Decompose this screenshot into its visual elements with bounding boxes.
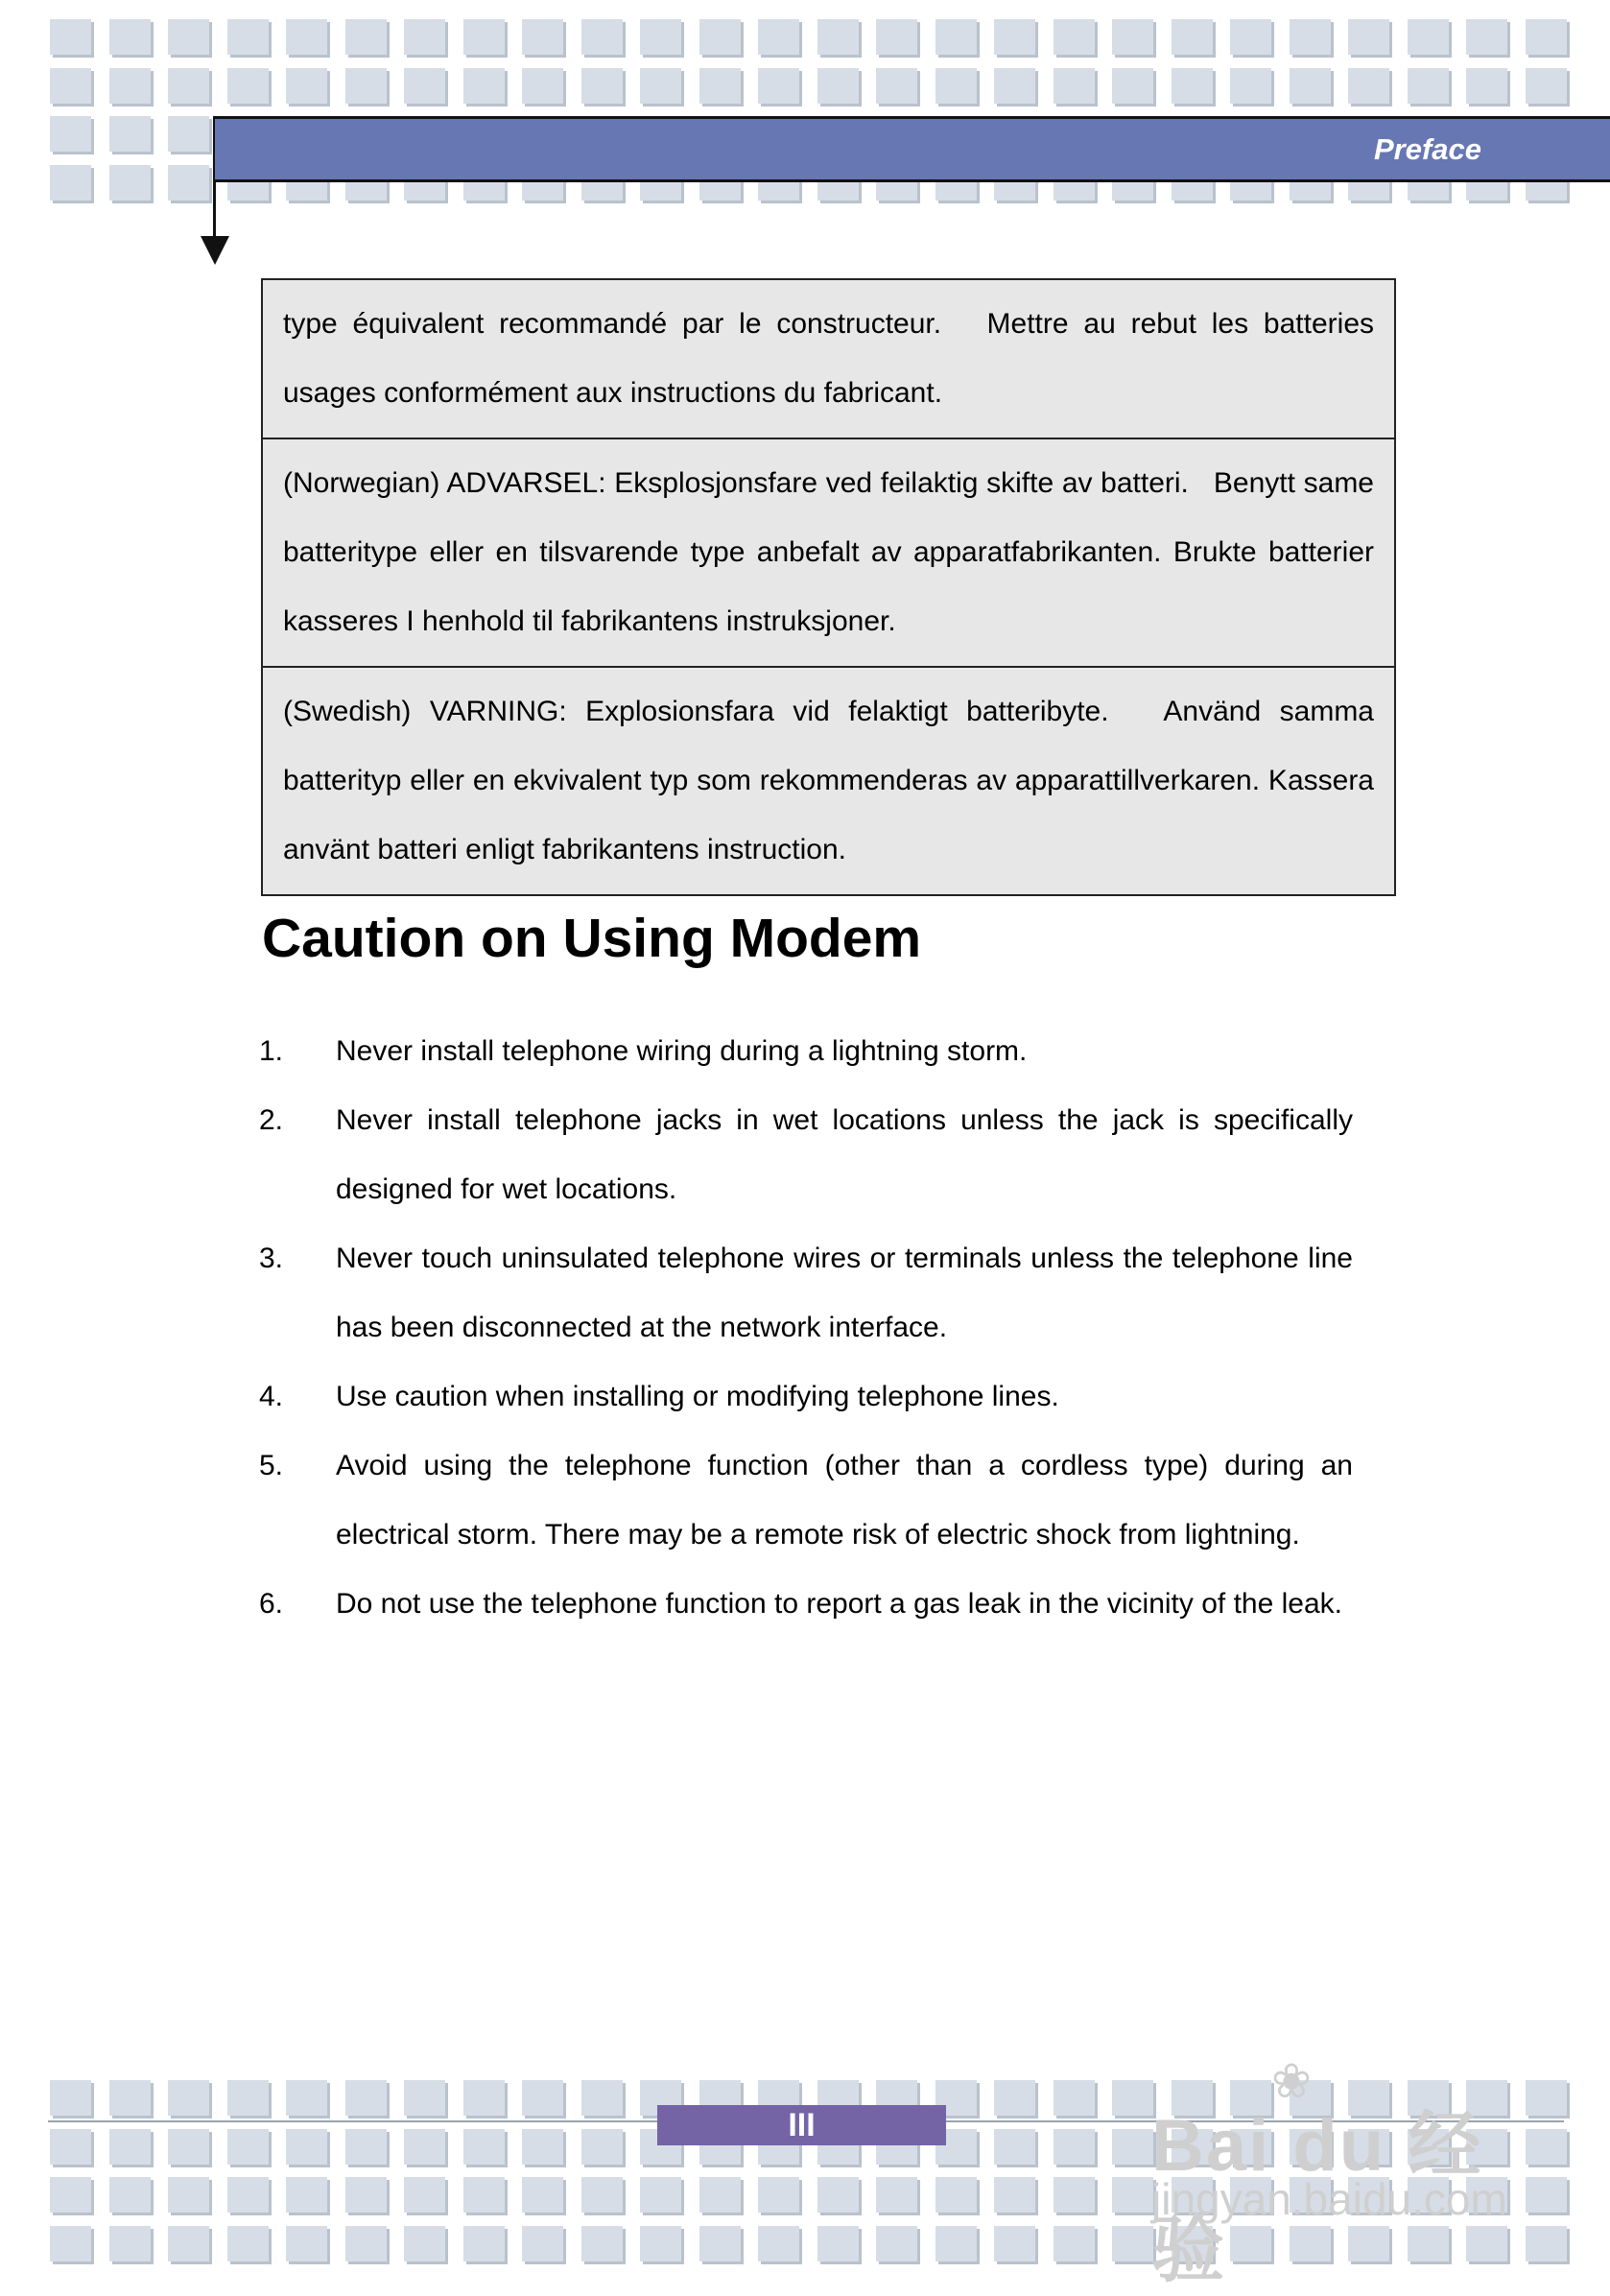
decorative-tile — [1054, 2129, 1095, 2165]
decorative-tile — [168, 68, 209, 104]
decorative-tile — [345, 19, 387, 55]
decorative-tile — [168, 116, 209, 152]
decorative-tile — [640, 68, 681, 104]
decorative-tile — [463, 2226, 505, 2261]
decorative-tile — [50, 2129, 91, 2165]
decorative-tile — [50, 19, 91, 55]
decorative-tile — [522, 19, 563, 55]
decorative-tile — [935, 2177, 977, 2213]
decorative-tile — [994, 2129, 1035, 2165]
decorative-tile — [50, 2226, 91, 2261]
decorative-tile — [345, 2129, 387, 2165]
decorative-tile — [1172, 19, 1213, 55]
decorative-tile — [404, 19, 445, 55]
watermark-url: jingyan.baidu.com — [1151, 2174, 1507, 2224]
decorative-tile — [345, 2080, 387, 2116]
header-section-title: Preface — [1373, 132, 1481, 166]
decorative-tile — [1526, 2226, 1567, 2261]
decorative-tile — [1408, 19, 1449, 55]
list-item-number: 4. — [259, 1381, 284, 1412]
decorative-tile — [1526, 2129, 1567, 2165]
decorative-tile — [1054, 19, 1095, 55]
decorative-tile — [1172, 68, 1213, 104]
decorative-tile — [699, 2226, 741, 2261]
decorative-tile — [227, 2177, 269, 2213]
decorative-tile — [463, 2177, 505, 2213]
warning-row-french: type équivalent recommandé par le constructeur. Mettre au rebut les batteries usages conformément aux instructions du fabricant. — [263, 280, 1394, 439]
decorative-tile — [463, 2129, 505, 2165]
decorative-tile — [50, 165, 91, 201]
decorative-tile — [640, 2177, 681, 2213]
decorative-tile — [109, 2080, 151, 2116]
decorative-tile — [758, 68, 799, 104]
decorative-tile — [581, 2129, 623, 2165]
decorative-tile — [758, 2177, 799, 2213]
decorative-tile — [404, 2080, 445, 2116]
decorative-tile — [699, 19, 741, 55]
decorative-tile — [1526, 19, 1567, 55]
decorative-tile — [227, 68, 269, 104]
decorative-tile — [1466, 19, 1507, 55]
decorative-tile — [994, 2177, 1035, 2213]
decorative-tile — [817, 68, 859, 104]
decorative-tile — [1054, 2177, 1095, 2213]
paw-icon: ❀ — [1271, 2054, 1312, 2108]
decorative-tile — [1348, 68, 1389, 104]
warning-row-norwegian: (Norwegian) ADVARSEL: Eksplosjonsfare ved feilaktig skifte av batteri. Benytt same batteritype eller en tilsvarende type anbefalt av apparatfabrikanten. Brukte batterier kasseres I henhold til fabrikantens instruksjoner. — [263, 439, 1394, 668]
decorative-tile — [404, 2129, 445, 2165]
decorative-tile — [109, 68, 151, 104]
decorative-tile — [1526, 2080, 1567, 2116]
decorative-tile — [345, 2226, 387, 2261]
decorative-tile — [227, 2129, 269, 2165]
decorative-tile — [1290, 19, 1331, 55]
decorative-tile — [168, 2226, 209, 2261]
page-number-bar — [657, 2105, 946, 2145]
decorative-tile — [876, 19, 917, 55]
list-item-number: 3. — [259, 1243, 284, 1274]
decorative-tile — [168, 2177, 209, 2213]
list-item-text: Never install telephone wiring during a lightning storm. — [336, 1035, 1028, 1067]
decorative-tile — [1054, 68, 1095, 104]
list-item — [259, 1017, 1353, 1086]
decorative-tile — [50, 2177, 91, 2213]
decorative-tile — [581, 2177, 623, 2213]
decorative-tile — [227, 2080, 269, 2116]
decorative-tile — [994, 2226, 1035, 2261]
list-item-number: 2. — [259, 1104, 284, 1136]
header-bar — [215, 116, 1610, 182]
list-item-number: 5. — [259, 1450, 284, 1481]
list-item — [259, 1224, 1353, 1362]
list-item-text: Never install telephone jacks in wet locations unless the jack is specifically designed for wet locations. — [336, 1104, 1353, 1205]
decorative-tile — [817, 19, 859, 55]
decorative-tile — [1230, 19, 1271, 55]
decorative-tile — [581, 68, 623, 104]
decorative-tile — [404, 2177, 445, 2213]
decorative-tile — [876, 2226, 917, 2261]
decorative-tile — [1290, 68, 1331, 104]
warning-row-swedish: (Swedish) VARNING: Explosionsfara vid felaktigt batteribyte. Använd samma batterityp eller en ekvivalent typ som rekommenderas av apparattillverkaren. Kassera använt batteri enligt fabrikantens instruction. — [263, 668, 1394, 894]
decorative-tile — [640, 2226, 681, 2261]
decorative-tile — [640, 19, 681, 55]
decorative-tile — [935, 2226, 977, 2261]
decorative-tile — [404, 68, 445, 104]
decorative-tile — [522, 68, 563, 104]
decorative-tile — [817, 2177, 859, 2213]
decorative-tile — [227, 19, 269, 55]
decorative-tile — [345, 2177, 387, 2213]
decorative-tile — [286, 2226, 327, 2261]
list-item — [259, 1086, 1353, 1224]
decorative-tile — [168, 19, 209, 55]
decorative-tile — [1112, 68, 1153, 104]
decorative-tile — [345, 68, 387, 104]
decorative-tile — [1054, 2080, 1095, 2116]
decorative-tile — [463, 19, 505, 55]
decorative-tile — [758, 2226, 799, 2261]
decorative-tile — [935, 68, 977, 104]
list-item-number: 1. — [259, 1035, 284, 1067]
decorative-tile — [994, 68, 1035, 104]
decorative-tile — [994, 19, 1035, 55]
decorative-tile — [109, 2177, 151, 2213]
decorative-tile — [168, 2129, 209, 2165]
decorative-tile — [581, 19, 623, 55]
decorative-tile — [1408, 68, 1449, 104]
decorative-tile — [994, 2080, 1035, 2116]
decorative-tile — [227, 2226, 269, 2261]
decorative-tile — [1526, 68, 1567, 104]
decorative-tile — [1112, 19, 1153, 55]
decorative-tile — [876, 68, 917, 104]
decorative-tile — [522, 2177, 563, 2213]
decorative-tile — [404, 2226, 445, 2261]
decorative-tile — [50, 68, 91, 104]
battery-warning-table — [261, 278, 1396, 896]
decorative-tile — [463, 68, 505, 104]
decorative-tile — [1526, 2177, 1567, 2213]
decorative-tile — [817, 2226, 859, 2261]
decorative-tile — [699, 68, 741, 104]
list-item — [259, 1570, 1353, 1639]
decorative-tile — [50, 2080, 91, 2116]
list-item-text: Avoid using the telephone function (other than a cordless type) during an electrical storm. There may be a remote risk of electric shock from lightning. — [336, 1450, 1353, 1550]
decorative-tile — [522, 2226, 563, 2261]
decorative-tile — [109, 19, 151, 55]
list-item-number: 6. — [259, 1588, 284, 1620]
decorative-tile — [168, 165, 209, 201]
decorative-tile — [286, 19, 327, 55]
decorative-tile — [1348, 19, 1389, 55]
decorative-tile — [1466, 68, 1507, 104]
decorative-tile — [876, 2177, 917, 2213]
decorative-tile — [581, 2226, 623, 2261]
decorative-tile — [286, 68, 327, 104]
down-arrow-icon — [201, 236, 229, 265]
decorative-tile — [522, 2080, 563, 2116]
section-heading: Caution on Using Modem — [262, 908, 922, 969]
decorative-tile — [1230, 68, 1271, 104]
decorative-tile — [286, 2080, 327, 2116]
decorative-tile — [109, 2129, 151, 2165]
decorative-tile — [50, 116, 91, 152]
decorative-tile — [935, 19, 977, 55]
decorative-tile — [109, 2226, 151, 2261]
decorative-tile — [109, 116, 151, 152]
watermark-logo-text: Bai du 经验 — [1151, 2105, 1483, 2291]
page-number: III — [788, 2107, 816, 2143]
decorative-tile — [581, 2080, 623, 2116]
list-item — [259, 1432, 1353, 1570]
list-item — [259, 1362, 1353, 1432]
list-item-text: Use caution when installing or modifying telephone lines. — [336, 1381, 1059, 1412]
decorative-tile — [522, 2129, 563, 2165]
decorative-tile — [168, 2080, 209, 2116]
decorative-tile — [286, 2129, 327, 2165]
modem-caution-list — [259, 1017, 1353, 1639]
decorative-tile — [1054, 2226, 1095, 2261]
baidu-watermark — [1147, 2053, 1521, 2291]
decorative-tile — [109, 165, 151, 201]
list-item-text: Never touch uninsulated telephone wires or terminals unless the telephone line has been disconnected at the network interface. — [336, 1243, 1353, 1343]
decorative-tile — [286, 2177, 327, 2213]
decorative-tile — [463, 2080, 505, 2116]
list-item-text: Do not use the telephone function to report a gas leak in the vicinity of the leak. — [336, 1588, 1342, 1620]
decorative-tile — [758, 19, 799, 55]
decorative-tile — [699, 2177, 741, 2213]
